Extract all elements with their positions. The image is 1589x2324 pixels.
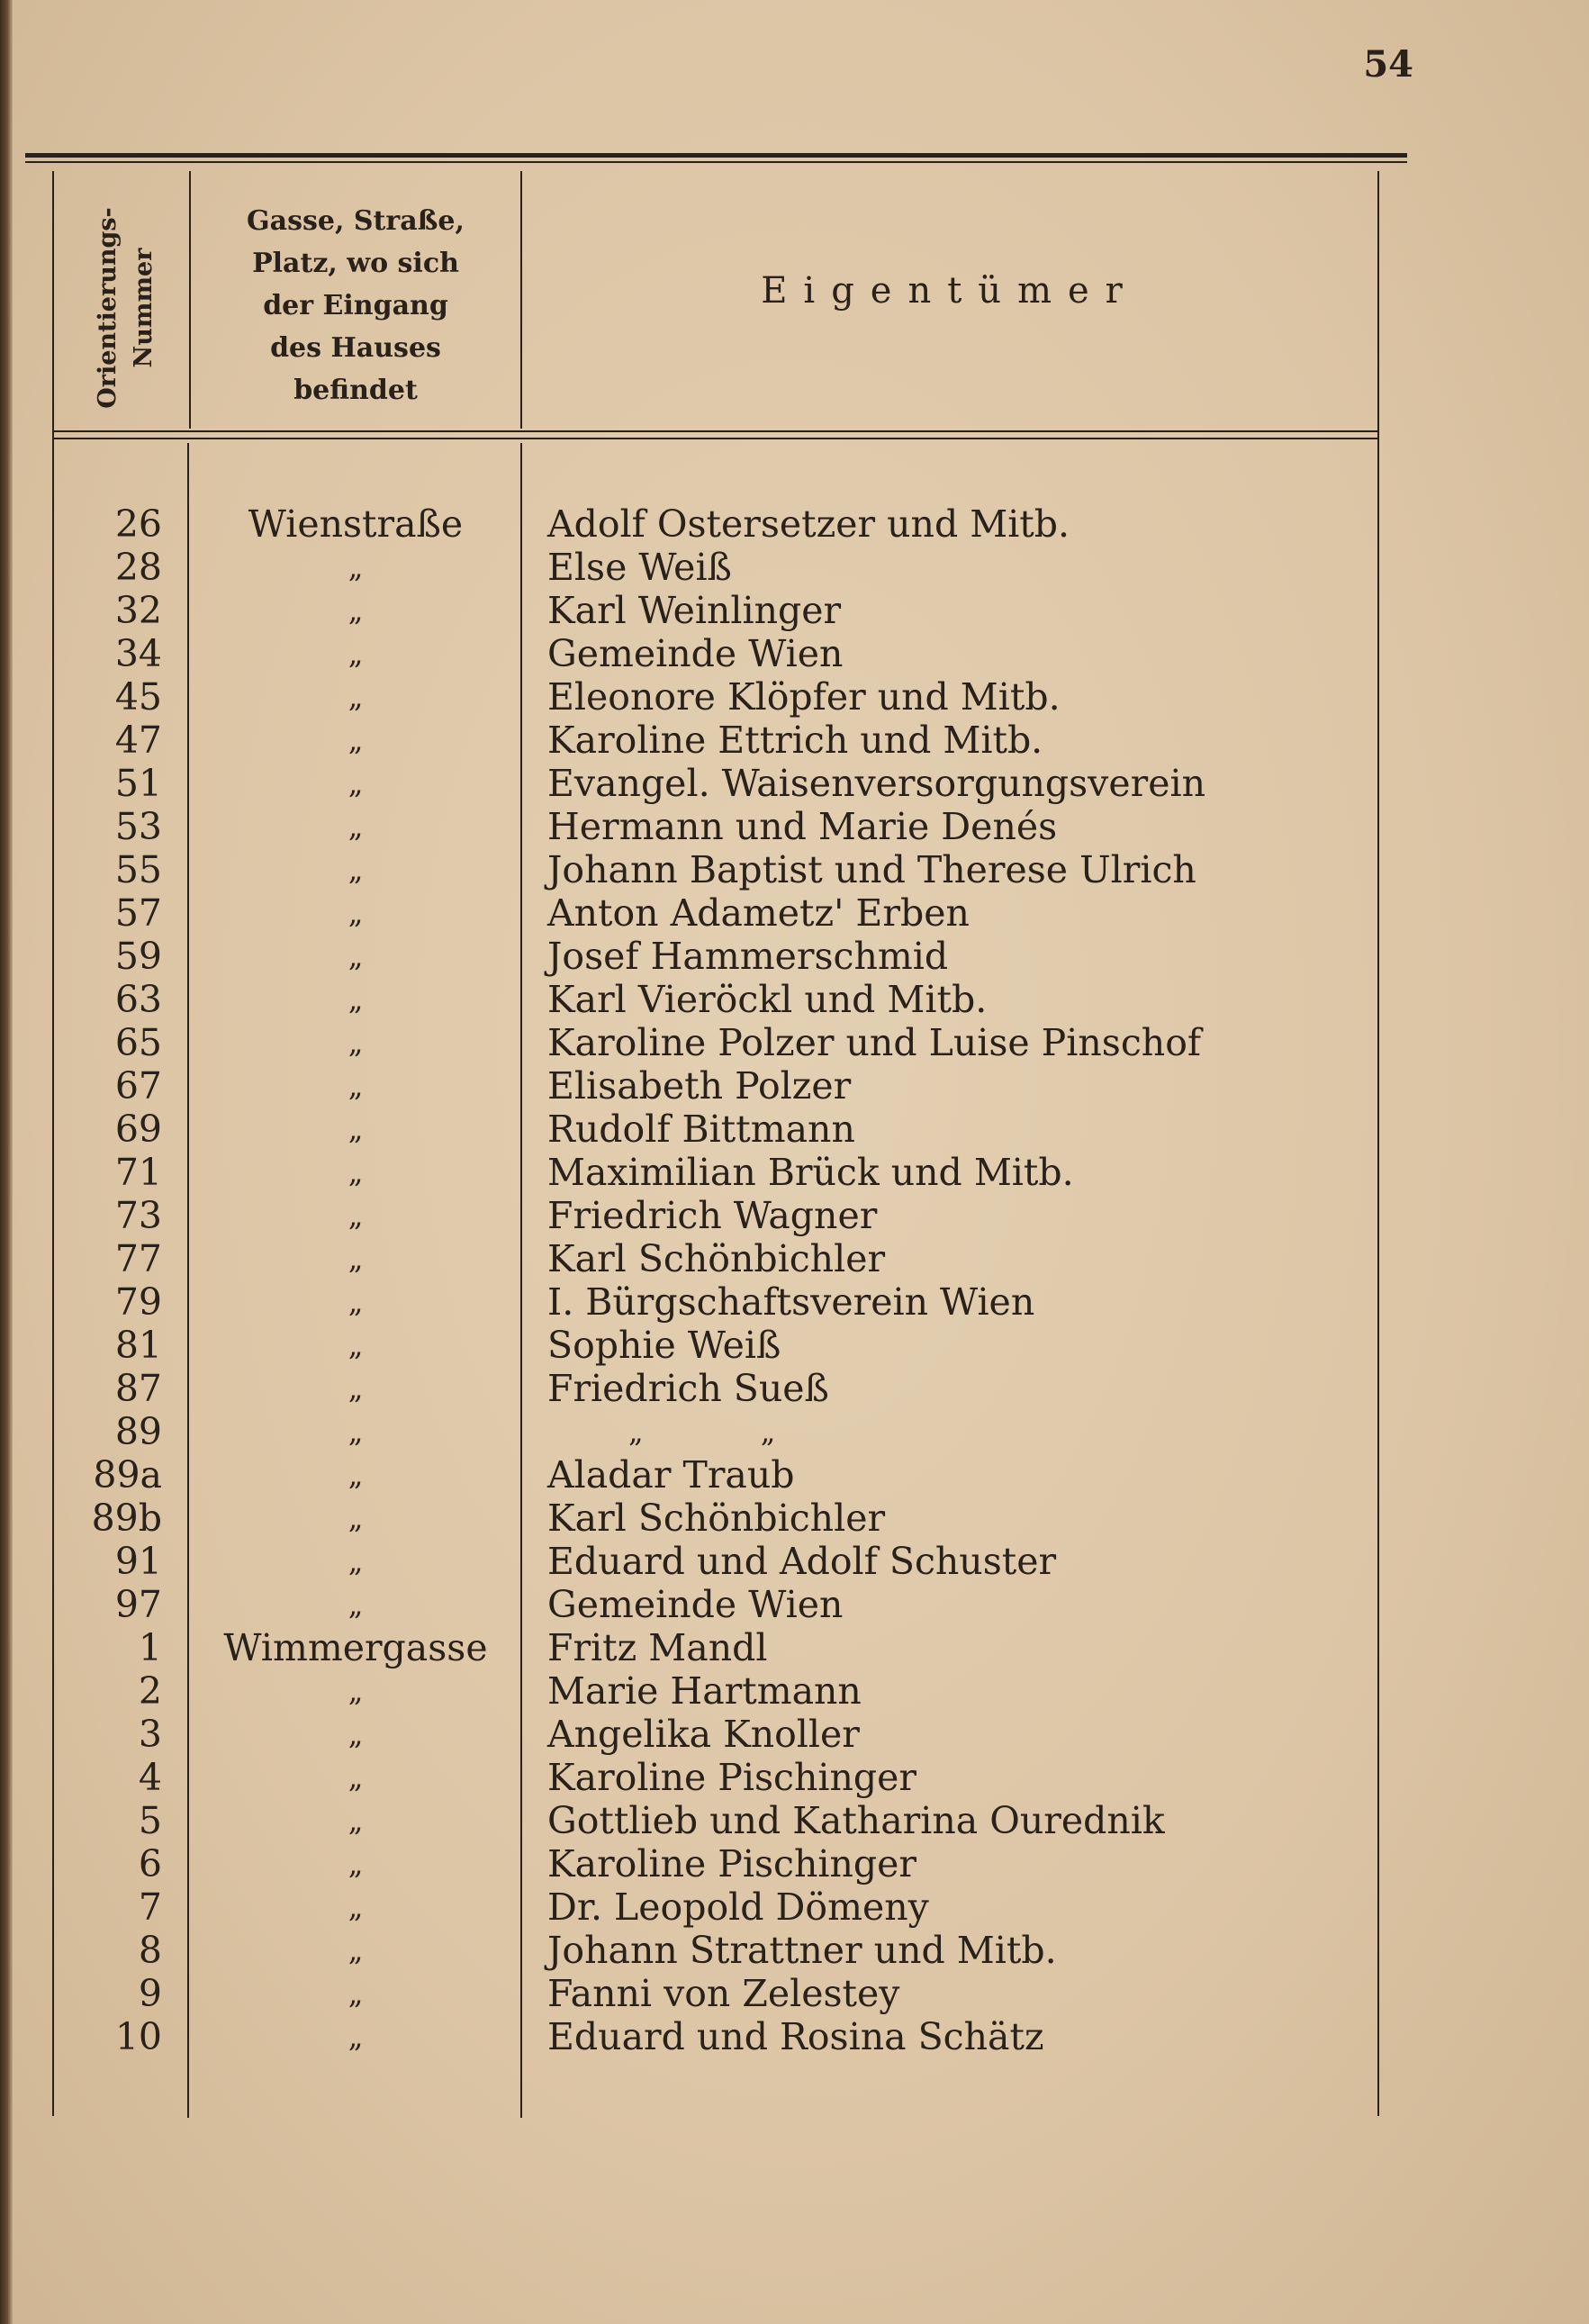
street-ditto-mark: „: [348, 1587, 364, 1622]
table-row: [0, 1713, 1589, 1756]
table-row: [0, 1021, 1589, 1064]
house-number: 69: [114, 1108, 162, 1151]
owner-name: Adolf Ostersetzer und Mitb.: [547, 502, 1070, 546]
street-ditto-mark: „: [348, 723, 364, 757]
header-street-line: Platz, wo sich: [252, 248, 459, 279]
owner-name: Marie Hartmann: [547, 1669, 862, 1713]
owner-name: Eduard und Rosina Schätz: [547, 2015, 1044, 2058]
house-number: 67: [114, 1064, 162, 1108]
owner-name: Johann Baptist und Therese Ulrich: [547, 848, 1196, 891]
house-number: 32: [114, 589, 162, 632]
owner-ditto-mark: „ „: [628, 1415, 776, 1449]
header-number-column: [77, 191, 176, 425]
table-row: [0, 1280, 1589, 1324]
house-number: 7: [138, 1885, 162, 1929]
house-number: 6: [138, 1842, 162, 1885]
table-row: [0, 1799, 1589, 1842]
street-ditto-mark: „: [348, 1328, 364, 1362]
house-number: 47: [114, 719, 162, 762]
street-ditto-mark: „: [348, 550, 364, 584]
header-street-line: der Eingang: [263, 290, 448, 321]
street-ditto-mark: „: [348, 1198, 364, 1233]
owner-name: Karoline Pischinger: [547, 1756, 917, 1799]
street-ditto-mark: „: [348, 1804, 364, 1838]
table-row: [0, 1108, 1589, 1151]
owner-name: Dr. Leopold Dömeny: [547, 1885, 929, 1929]
owner-name: Angelika Knoller: [547, 1713, 860, 1756]
table-row: [0, 1669, 1589, 1713]
header-street-line: befindet: [293, 375, 418, 406]
owner-name: Karl Vieröckl und Mitb.: [547, 978, 988, 1021]
owner-name: Aladar Traub: [547, 1453, 795, 1497]
table-row: [0, 1540, 1589, 1583]
header-number-line-2: Nummer: [130, 248, 158, 368]
street-name: Wimmergasse: [223, 1626, 488, 1669]
house-number: 87: [114, 1367, 162, 1410]
house-number: 81: [114, 1324, 162, 1367]
house-number: 45: [114, 675, 162, 719]
header-street-column: [194, 200, 518, 411]
header-street-line: Gasse, Straße,: [247, 205, 465, 237]
table-row: [0, 1756, 1589, 1799]
street-ditto-mark: „: [348, 593, 364, 628]
street-ditto-mark: „: [348, 1890, 364, 1924]
owner-name: Anton Adametz' Erben: [547, 891, 970, 935]
owner-name: Elisabeth Polzer: [547, 1064, 852, 1108]
house-number: 89b: [91, 1497, 162, 1540]
header-rule: [52, 430, 1377, 432]
house-number: 8: [138, 1929, 162, 1972]
house-number: 89a: [93, 1453, 162, 1497]
table-row: [0, 762, 1589, 805]
owner-name: Eduard und Adolf Schuster: [547, 1540, 1057, 1583]
header-street-line: des Hauses: [270, 332, 441, 364]
owner-name: Karoline Polzer und Luise Pinschof: [547, 1021, 1202, 1064]
house-number: 55: [114, 848, 162, 891]
table-row: [0, 719, 1589, 762]
street-ditto-mark: „: [348, 939, 364, 973]
street-ditto-mark: „: [348, 1501, 364, 1535]
street-ditto-mark: „: [348, 2020, 364, 2054]
owner-name: Karoline Pischinger: [547, 1842, 917, 1885]
owner-name: Friedrich Sueß: [547, 1367, 829, 1410]
street-ditto-mark: „: [348, 809, 364, 844]
owner-name: Sophie Weiß: [547, 1324, 781, 1367]
street-ditto-mark: „: [348, 896, 364, 930]
street-ditto-mark: „: [348, 1155, 364, 1189]
house-number: 53: [114, 805, 162, 848]
table-row: [0, 935, 1589, 978]
table-row: [0, 1194, 1589, 1237]
page-number: 54: [1363, 43, 1413, 86]
house-number: 10: [114, 2015, 162, 2058]
table-row: [0, 1626, 1589, 1669]
street-ditto-mark: „: [348, 1242, 364, 1276]
table-row: [0, 1237, 1589, 1280]
street-ditto-mark: „: [348, 1112, 364, 1146]
house-number: 71: [114, 1151, 162, 1194]
owner-name: Fanni von Zelestey: [547, 1972, 900, 2015]
street-ditto-mark: „: [348, 1069, 364, 1103]
table-row: [0, 2015, 1589, 2058]
owner-name: Friedrich Wagner: [547, 1194, 878, 1237]
top-rule: [25, 153, 1407, 158]
table-row: [0, 1929, 1589, 1972]
table-row: [0, 805, 1589, 848]
table-row: [0, 1064, 1589, 1108]
table-row: [0, 848, 1589, 891]
house-number: 3: [138, 1713, 162, 1756]
house-number: 9: [138, 1972, 162, 2015]
house-number: 2: [138, 1669, 162, 1713]
street-ditto-mark: „: [348, 1760, 364, 1795]
street-ditto-mark: „: [348, 1026, 364, 1060]
table-row: [0, 978, 1589, 1021]
header-number-line-1: Orientierungs-: [94, 207, 122, 409]
street-ditto-mark: „: [348, 1717, 364, 1751]
top-rule-thin: [25, 161, 1407, 163]
street-ditto-mark: „: [348, 1976, 364, 2011]
owner-name: Else Weiß: [547, 546, 732, 589]
table-row: [0, 589, 1589, 632]
house-number: 89: [114, 1410, 162, 1453]
owner-name: Evangel. Waisenversorgungsverein: [547, 762, 1205, 805]
house-number: 77: [114, 1237, 162, 1280]
owner-name: I. Bürgschaftsverein Wien: [547, 1280, 1035, 1324]
owner-name: Josef Hammerschmid: [547, 935, 949, 978]
table-row: [0, 1410, 1589, 1453]
house-number: 91: [114, 1540, 162, 1583]
header-owner-column: Eigentümer: [761, 270, 1139, 312]
house-number: 5: [138, 1799, 162, 1842]
street-name: Wienstraße: [248, 502, 464, 546]
owner-name: Karl Schönbichler: [547, 1237, 886, 1280]
owner-name: Fritz Mandl: [547, 1626, 768, 1669]
house-number: 4: [138, 1756, 162, 1799]
owner-name: Gemeinde Wien: [547, 632, 844, 675]
house-number: 26: [114, 502, 162, 546]
street-ditto-mark: „: [348, 637, 364, 671]
street-ditto-mark: „: [348, 1285, 364, 1319]
table-row: [0, 1324, 1589, 1367]
owner-name: Eleonore Klöpfer und Mitb.: [547, 675, 1061, 719]
owner-name: Johann Strattner und Mitb.: [547, 1929, 1057, 1972]
house-number: 34: [114, 632, 162, 675]
street-ditto-mark: „: [348, 1933, 364, 1967]
house-number: 63: [114, 978, 162, 1021]
owner-name: Karl Weinlinger: [547, 589, 842, 632]
street-ditto-mark: „: [348, 680, 364, 714]
table-row: [0, 632, 1589, 675]
table-row: [0, 546, 1589, 589]
table-row: [0, 1453, 1589, 1497]
owner-name: Karl Schönbichler: [547, 1497, 886, 1540]
house-number: 51: [114, 762, 162, 805]
house-number: 57: [114, 891, 162, 935]
street-ditto-mark: „: [348, 766, 364, 800]
owner-name: Gemeinde Wien: [547, 1583, 844, 1626]
house-number: 59: [114, 935, 162, 978]
street-ditto-mark: „: [348, 1674, 364, 1708]
table-row: [0, 1497, 1589, 1540]
owner-name: Karoline Ettrich und Mitb.: [547, 719, 1043, 762]
street-ditto-mark: „: [348, 1371, 364, 1406]
house-number: 97: [114, 1583, 162, 1626]
house-number: 28: [114, 546, 162, 589]
street-ditto-mark: „: [348, 1544, 364, 1578]
table-row: [0, 1842, 1589, 1885]
street-ditto-mark: „: [348, 1415, 364, 1449]
street-ditto-mark: „: [348, 853, 364, 887]
table-row: [0, 502, 1589, 546]
street-ditto-mark: „: [348, 1847, 364, 1881]
table-row: [0, 675, 1589, 719]
table-row: [0, 891, 1589, 935]
owner-name: Gottlieb und Katharina Ourednik: [547, 1799, 1165, 1842]
owner-name: Rudolf Bittmann: [547, 1108, 855, 1151]
table-row: [0, 1151, 1589, 1194]
street-ditto-mark: „: [348, 982, 364, 1017]
house-number: 65: [114, 1021, 162, 1064]
house-number: 73: [114, 1194, 162, 1237]
owner-name: Maximilian Brück und Mitb.: [547, 1151, 1074, 1194]
house-number: 79: [114, 1280, 162, 1324]
table-row: [0, 1885, 1589, 1929]
table-row: [0, 1583, 1589, 1626]
header-rule-thin: [52, 438, 1377, 439]
table-row: [0, 1972, 1589, 2015]
street-ditto-mark: „: [348, 1458, 364, 1492]
column-divider-1: [189, 171, 191, 429]
owner-name: Hermann und Marie Denés: [547, 805, 1058, 848]
table-row: [0, 1367, 1589, 1410]
house-number: 1: [138, 1626, 162, 1669]
